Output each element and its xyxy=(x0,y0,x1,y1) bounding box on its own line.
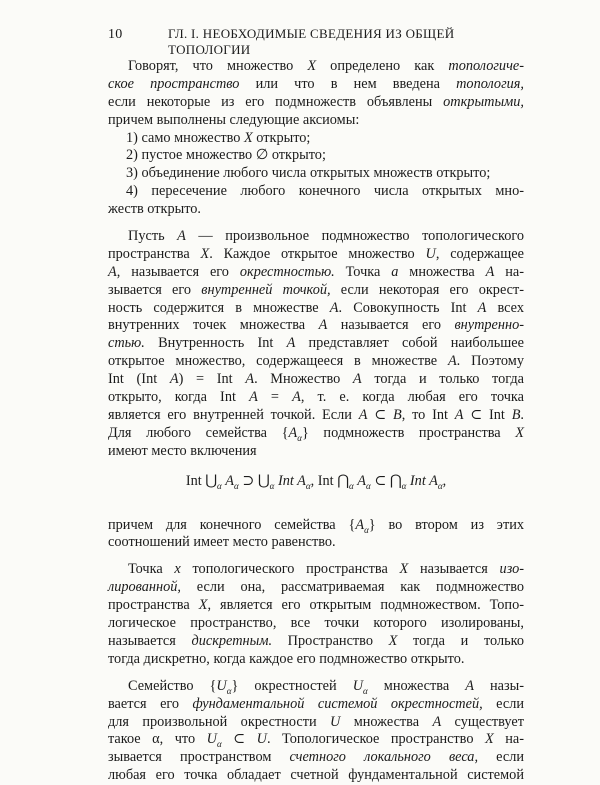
text-line: соотношений имеет место равенство. xyxy=(108,534,336,551)
paragraph-fundamental-system xyxy=(108,678,524,785)
text-line: является его внутренней точкой. Если A ⊂ B, то Int A ⊂ Int B. xyxy=(108,406,524,423)
text-line: такое α, что $U_\alpha$ ⊂ U. Топологическое пространство X на- xyxy=(108,731,524,750)
text-line: ское пространство или что в нем введена топология, xyxy=(108,75,525,92)
text-line: любая его точка обладает счетной фундаментальной системой xyxy=(108,767,524,784)
text-line: Говорят, что множество X определено как топологиче- xyxy=(128,58,524,74)
text-line: стью. Внутренность Int A представляет собой наибольшее xyxy=(108,335,524,352)
axiom-item: 1) само множество X открыто; xyxy=(126,129,311,146)
text-line: пространства X, является его открытым подмножеством. Топо- xyxy=(108,597,524,614)
text-line: открыто, когда Int A = A, т. е. когда любая его точка xyxy=(108,389,525,406)
chapter-title: ГЛ. I. НЕОБХОДИМЫЕ СВЕДЕНИЯ ИЗ ОБЩЕЙ ТОПОЛОГИИ xyxy=(168,26,455,57)
text-line: логическое пространство, все точки которого изолированы, xyxy=(108,615,524,632)
text-line: ность содержится в множестве A. Совокупность Int A всех xyxy=(108,299,524,316)
paragraph-isolated-point xyxy=(108,561,524,668)
text-line: A, называется его окрестностью. Точка a множества A на- xyxy=(108,263,524,280)
text-line: называется дискретным. Пространство X тогда и только xyxy=(108,632,524,649)
text-line: зывается пространством счетного локального веса, если xyxy=(108,749,524,766)
running-header xyxy=(108,26,524,58)
text-line: если некоторые из его подмножеств объявлены открытыми, xyxy=(108,93,524,110)
text-line: причем выполнены следующие аксиомы: xyxy=(108,111,360,128)
text-line: имеют место включения xyxy=(108,442,257,459)
text-line: причем для конечного семейства $\{A_\alpha\}$ во втором из этих xyxy=(108,516,524,535)
text-line: зывается его внутренней точкой, если некоторая его окрест- xyxy=(108,281,524,298)
page-number: 10 xyxy=(108,27,123,42)
text-line: пространства X. Каждое открытое множество U, содержащее xyxy=(108,245,524,262)
axiom-item: 4) пересечение любого конечного числа открытых мно- xyxy=(126,183,524,200)
text-line: Int (Int A) = Int A. Множество A тогда и только тогда xyxy=(108,371,524,388)
text-line: для произвольной окрестности U множества A существует xyxy=(108,713,524,730)
text-line: внутренних точек множества A называется его внутренно- xyxy=(108,317,524,334)
text-line: тогда дискретно, когда каждое его подмножество открыто. xyxy=(108,650,465,667)
paragraph-topology-definition xyxy=(108,58,524,219)
text-line: Пусть A — произвольное подмножество топологического xyxy=(128,228,524,245)
text-line: вается его фундаментальной системой окрестностей, если xyxy=(108,695,524,712)
text-line: открытое множество, содержащееся в множестве A. Поэтому xyxy=(108,353,524,370)
body-text xyxy=(108,58,524,785)
text-line: Для любого семейства $\{A_\alpha\}$ подмножеств пространства X xyxy=(108,424,524,443)
text-line: Семейство $\{U_\alpha\}$ окрестностей $U_\alpha$ множества A назы- xyxy=(128,677,524,696)
text-line: жеств открыто. xyxy=(108,201,201,218)
axiom-item: 3) объединение любого числа открытых множеств открыто; xyxy=(126,165,491,182)
paragraph-interior xyxy=(108,228,524,461)
text-line: Точка x топологического пространства X называется изо- xyxy=(128,561,524,578)
axiom-item: 2) пустое множество ∅ открыто; xyxy=(126,147,326,164)
display-formula: Int $⋃_\alpha$ $A_\alpha$ ⊃ $⋃_\alpha$ Int $A_\alpha$, Int $⋂_\alpha$ $A_\alpha$ ⊂ $⋂_\alpha$ Int $A_\alpha$, xyxy=(185,472,447,491)
paragraph-finite-family xyxy=(108,517,524,553)
text-line: лированной, если она, рассматриваемая как подмножество xyxy=(108,579,524,596)
